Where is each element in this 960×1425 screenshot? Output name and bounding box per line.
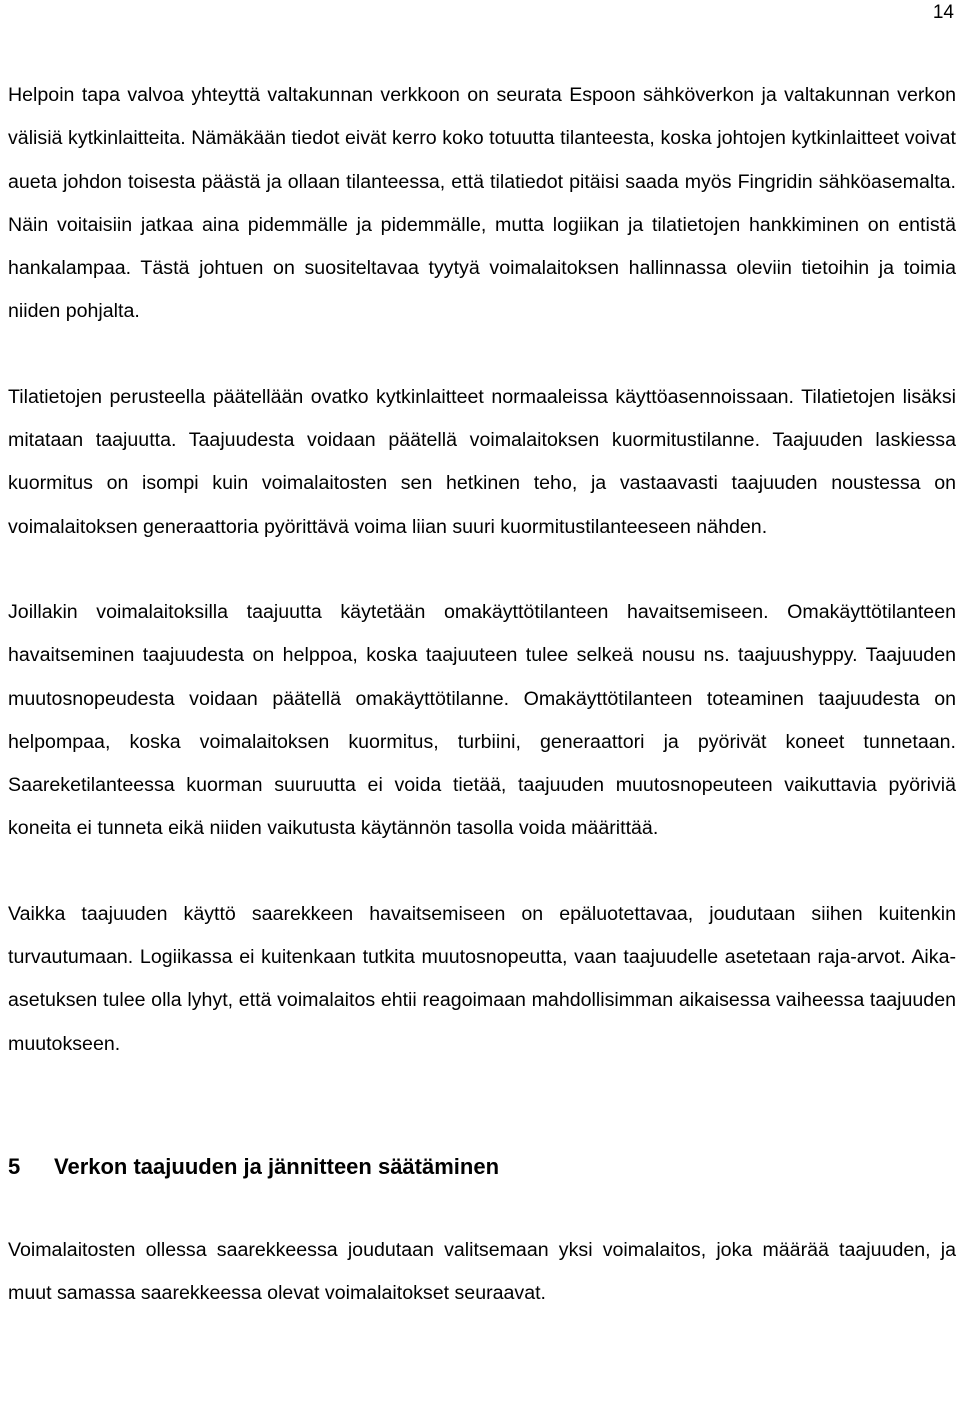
paragraph-section-intro: Voimalaitosten ollessa saarekkeessa joudutaan valitsemaan yksi voimalaitos, joka määrää taajuuden, ja muut samassa saarekkeessa olevat voimalaitokset seuraavat.: [8, 1238, 956, 1305]
paragraph-house-load-detection: Joillakin voimalaitoksilla taajuutta käytetään omakäyttötilanteen havaitsemiseen. Omakäyttötilanteen havaitseminen taajuudesta on helppoa, koska taajuuteen tulee selkeä nousu ns. taajuushyppy. Taajuuden muutosnopeudesta voidaan päätellä omakäyttötilanne. Omakäyttötilanteen toteaminen taajuudesta on helpompaa, koska voimalaitoksen kuormitus, turbiini, generaattori ja pyörivät koneet tunnetaan. Saareketilanteessa kuorman suuruutta ei voida tietää, taajuuden muutosnopeuteen vaikuttavia pyöriviä koneita ei tunneta eikä niiden vaikutusta käytännön tasolla voida määrittää.: [8, 600, 956, 840]
paragraph-grid-connection: Helpoin tapa valvoa yhteyttä valtakunnan verkkoon on seurata Espoon sähköverkon ja valtakunnan verkon välisiä kytkinlaitteita. Nämäkään tiedot eivät kerro koko totuutta tilanteesta, koska johtojen kytkinlaitteet voivat aueta johdon toisesta päästä ja ollaan tilanteessa, että tilatiedot pitäisi saada myös Fingridin sähköasemalta. Näin voitaisiin jatkaa aina pidemmälle ja pidemmälle, mutta logiikan ja tilatietojen hankkiminen on entistä hankalampaa. Tästä johtuen on suositeltavaa tyytyä voimalaitoksen hallinnassa oleviin tietoihin ja toimia niiden pohjalta.: [8, 84, 956, 323]
page-number: 14: [932, 2, 954, 23]
paragraph-frequency-measurement: Tilatietojen perusteella päätellään ovatko kytkinlaitteet normaaleissa käyttöasennoissaan. Tilatietojen lisäksi mitataan taajuutta. Taajuudesta voidaan päätellä voimalaitoksen kuormitustilanne. Taajuuden laskiessa kuormitus on isompi kuin voimalaitosten sen hetkinen teho, ja vastaavasti taajuuden noustessa on voimalaitoksen generaattoria pyörittävä voima liian suuri kuormitustilanteeseen nähden.: [8, 385, 956, 538]
paragraph-limit-values: Vaikka taajuuden käyttö saarekkeen havaitsemiseen on epäluotettavaa, joudutaan siihen kuitenkin turvautumaan. Logiikassa ei kuitenkaan tutkita muutosnopeutta, vaan taajuudelle asetetaan raja-arvot. Aika-asetuksen tulee olla lyhyt, että voimalaitos ehtii reagoimaan mahdollisimman aikaisessa vaiheessa taajuuden muutokseen.: [8, 902, 956, 1055]
section-title: Verkon taajuuden ja jännitteen säätäminen: [54, 1153, 500, 1179]
document-body: [8, 74, 956, 1316]
section-heading: [8, 1152, 956, 1182]
section-number: 5: [8, 1153, 21, 1179]
